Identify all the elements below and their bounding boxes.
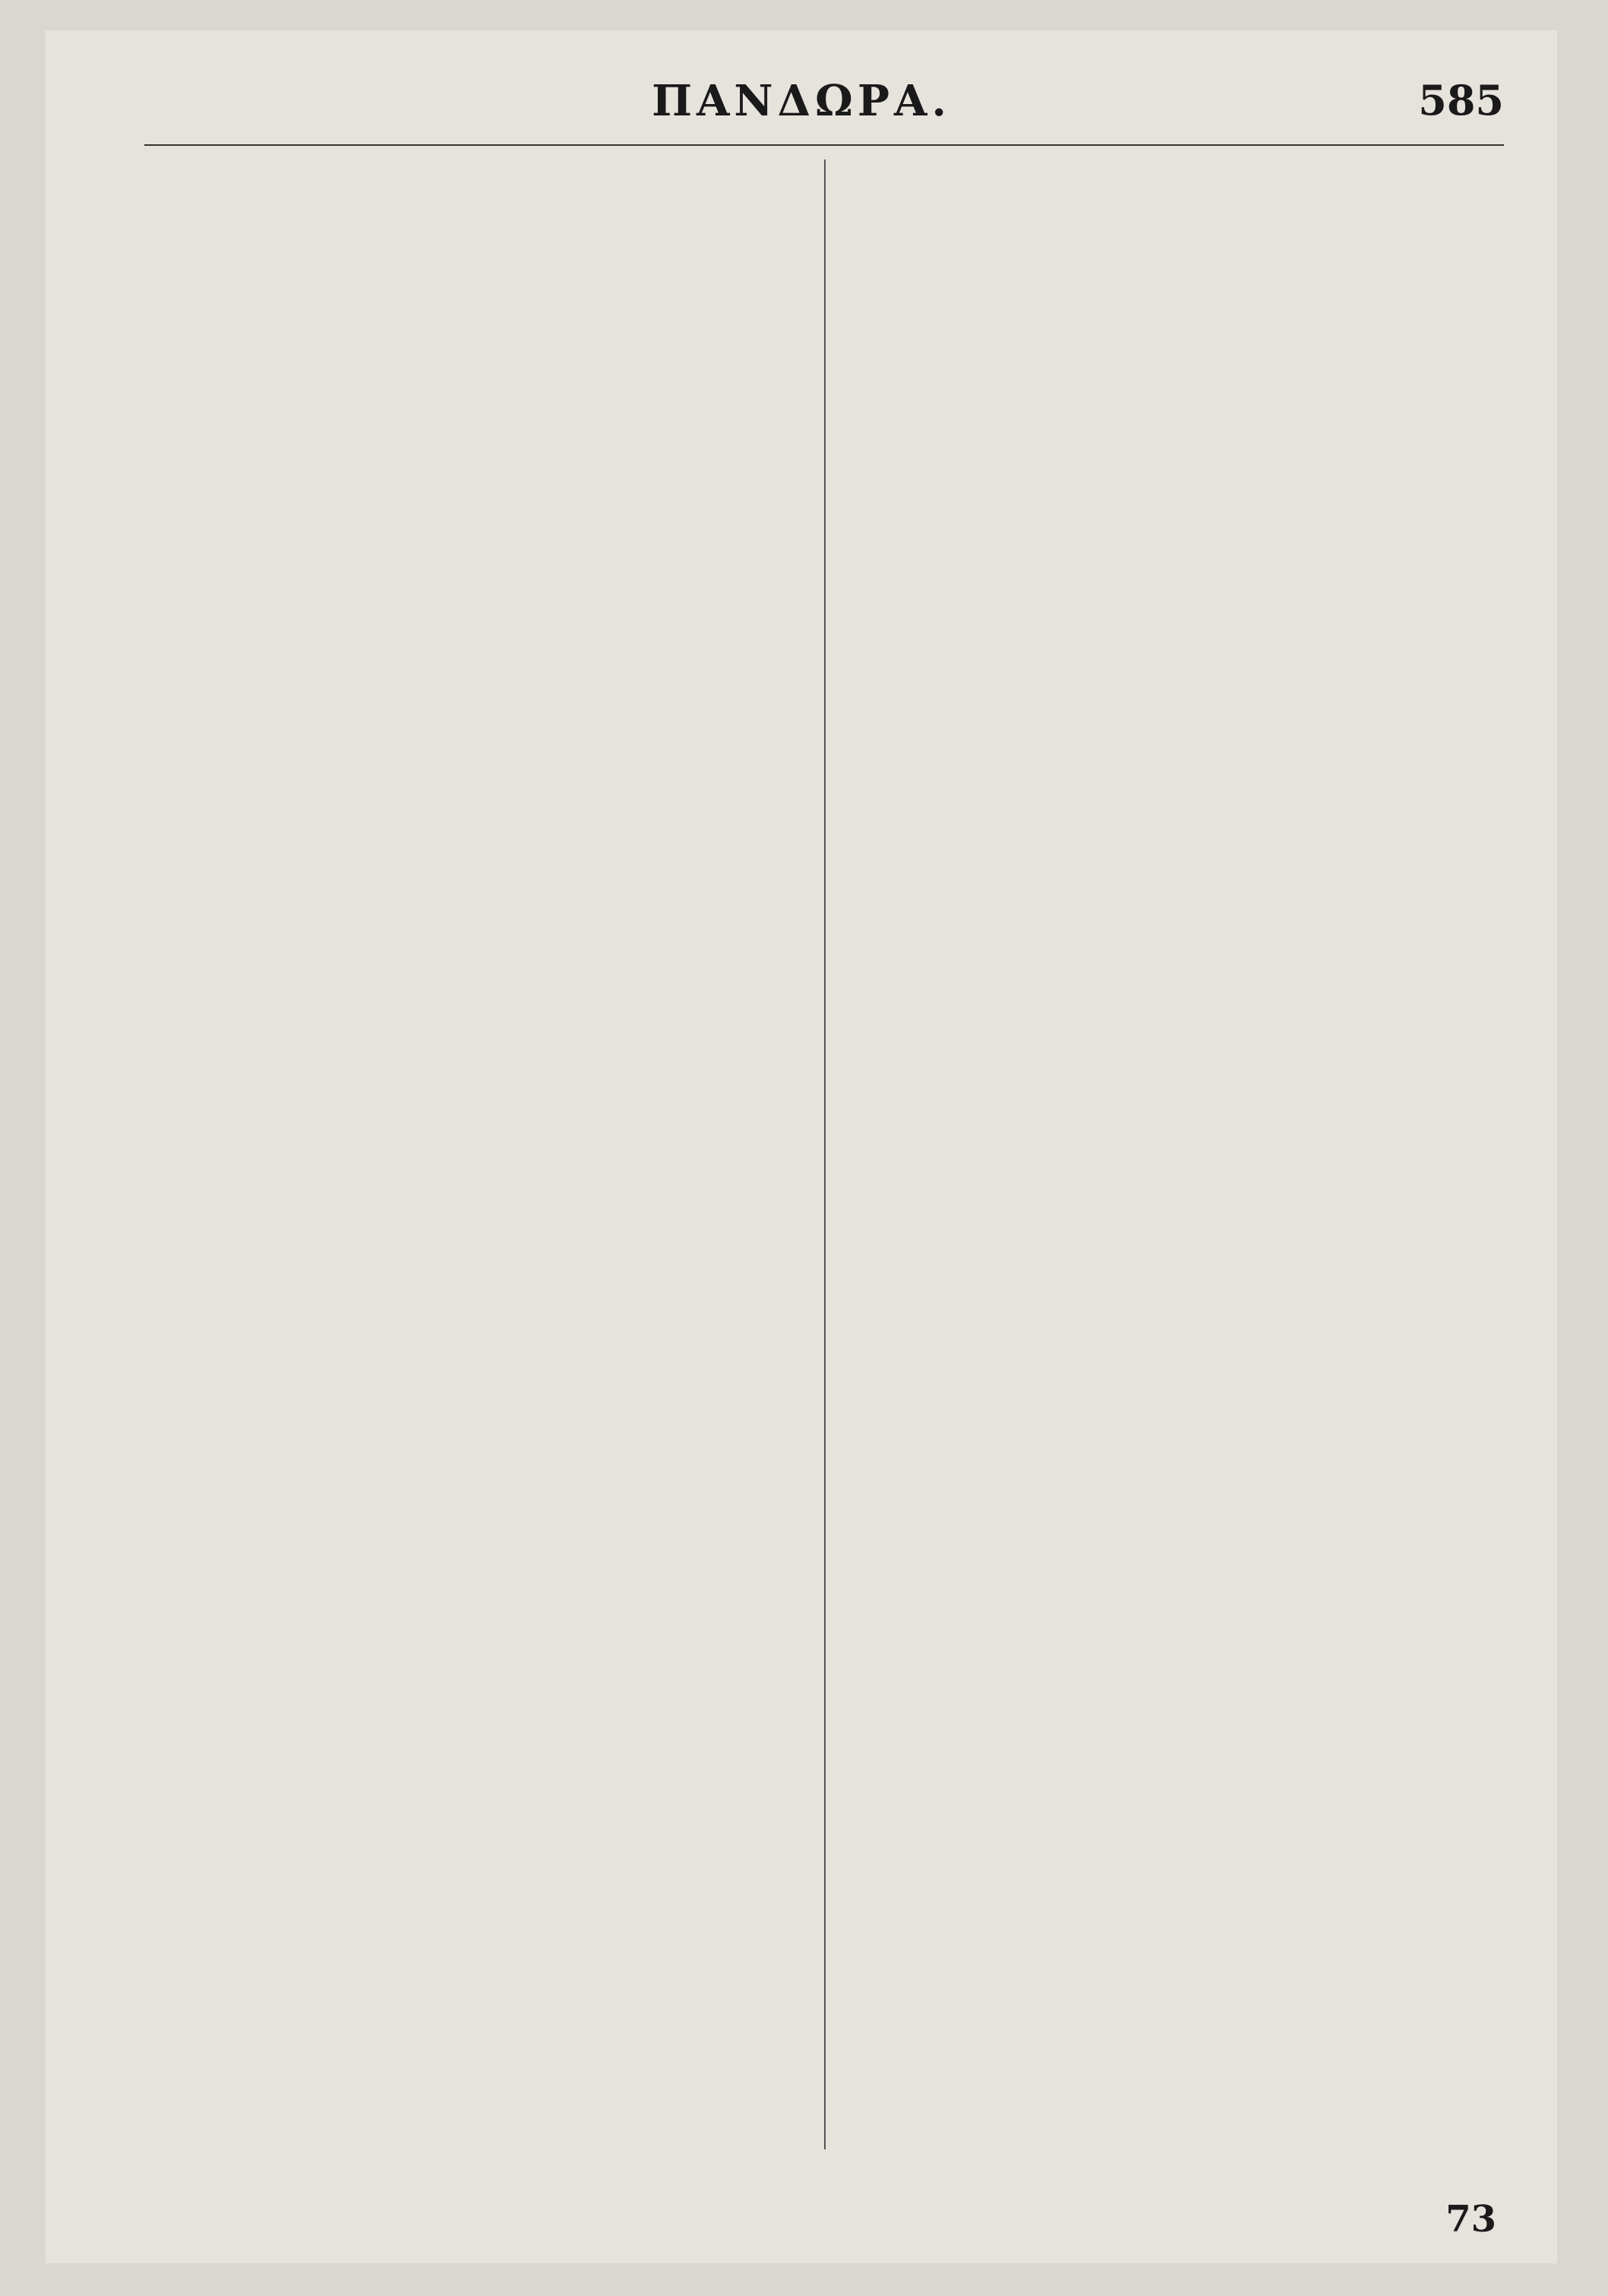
right-column — [836, 159, 1504, 2149]
left-column — [144, 159, 813, 2149]
header-rule — [144, 144, 1504, 146]
column-divider — [824, 159, 826, 2149]
book-page — [46, 30, 1557, 2263]
signature-mark: 73 — [1445, 2198, 1496, 2241]
journal-title: ΠΑΝΔΩΡΑ. — [652, 76, 951, 126]
running-header — [46, 76, 1557, 144]
page-number: 585 — [1418, 76, 1504, 125]
